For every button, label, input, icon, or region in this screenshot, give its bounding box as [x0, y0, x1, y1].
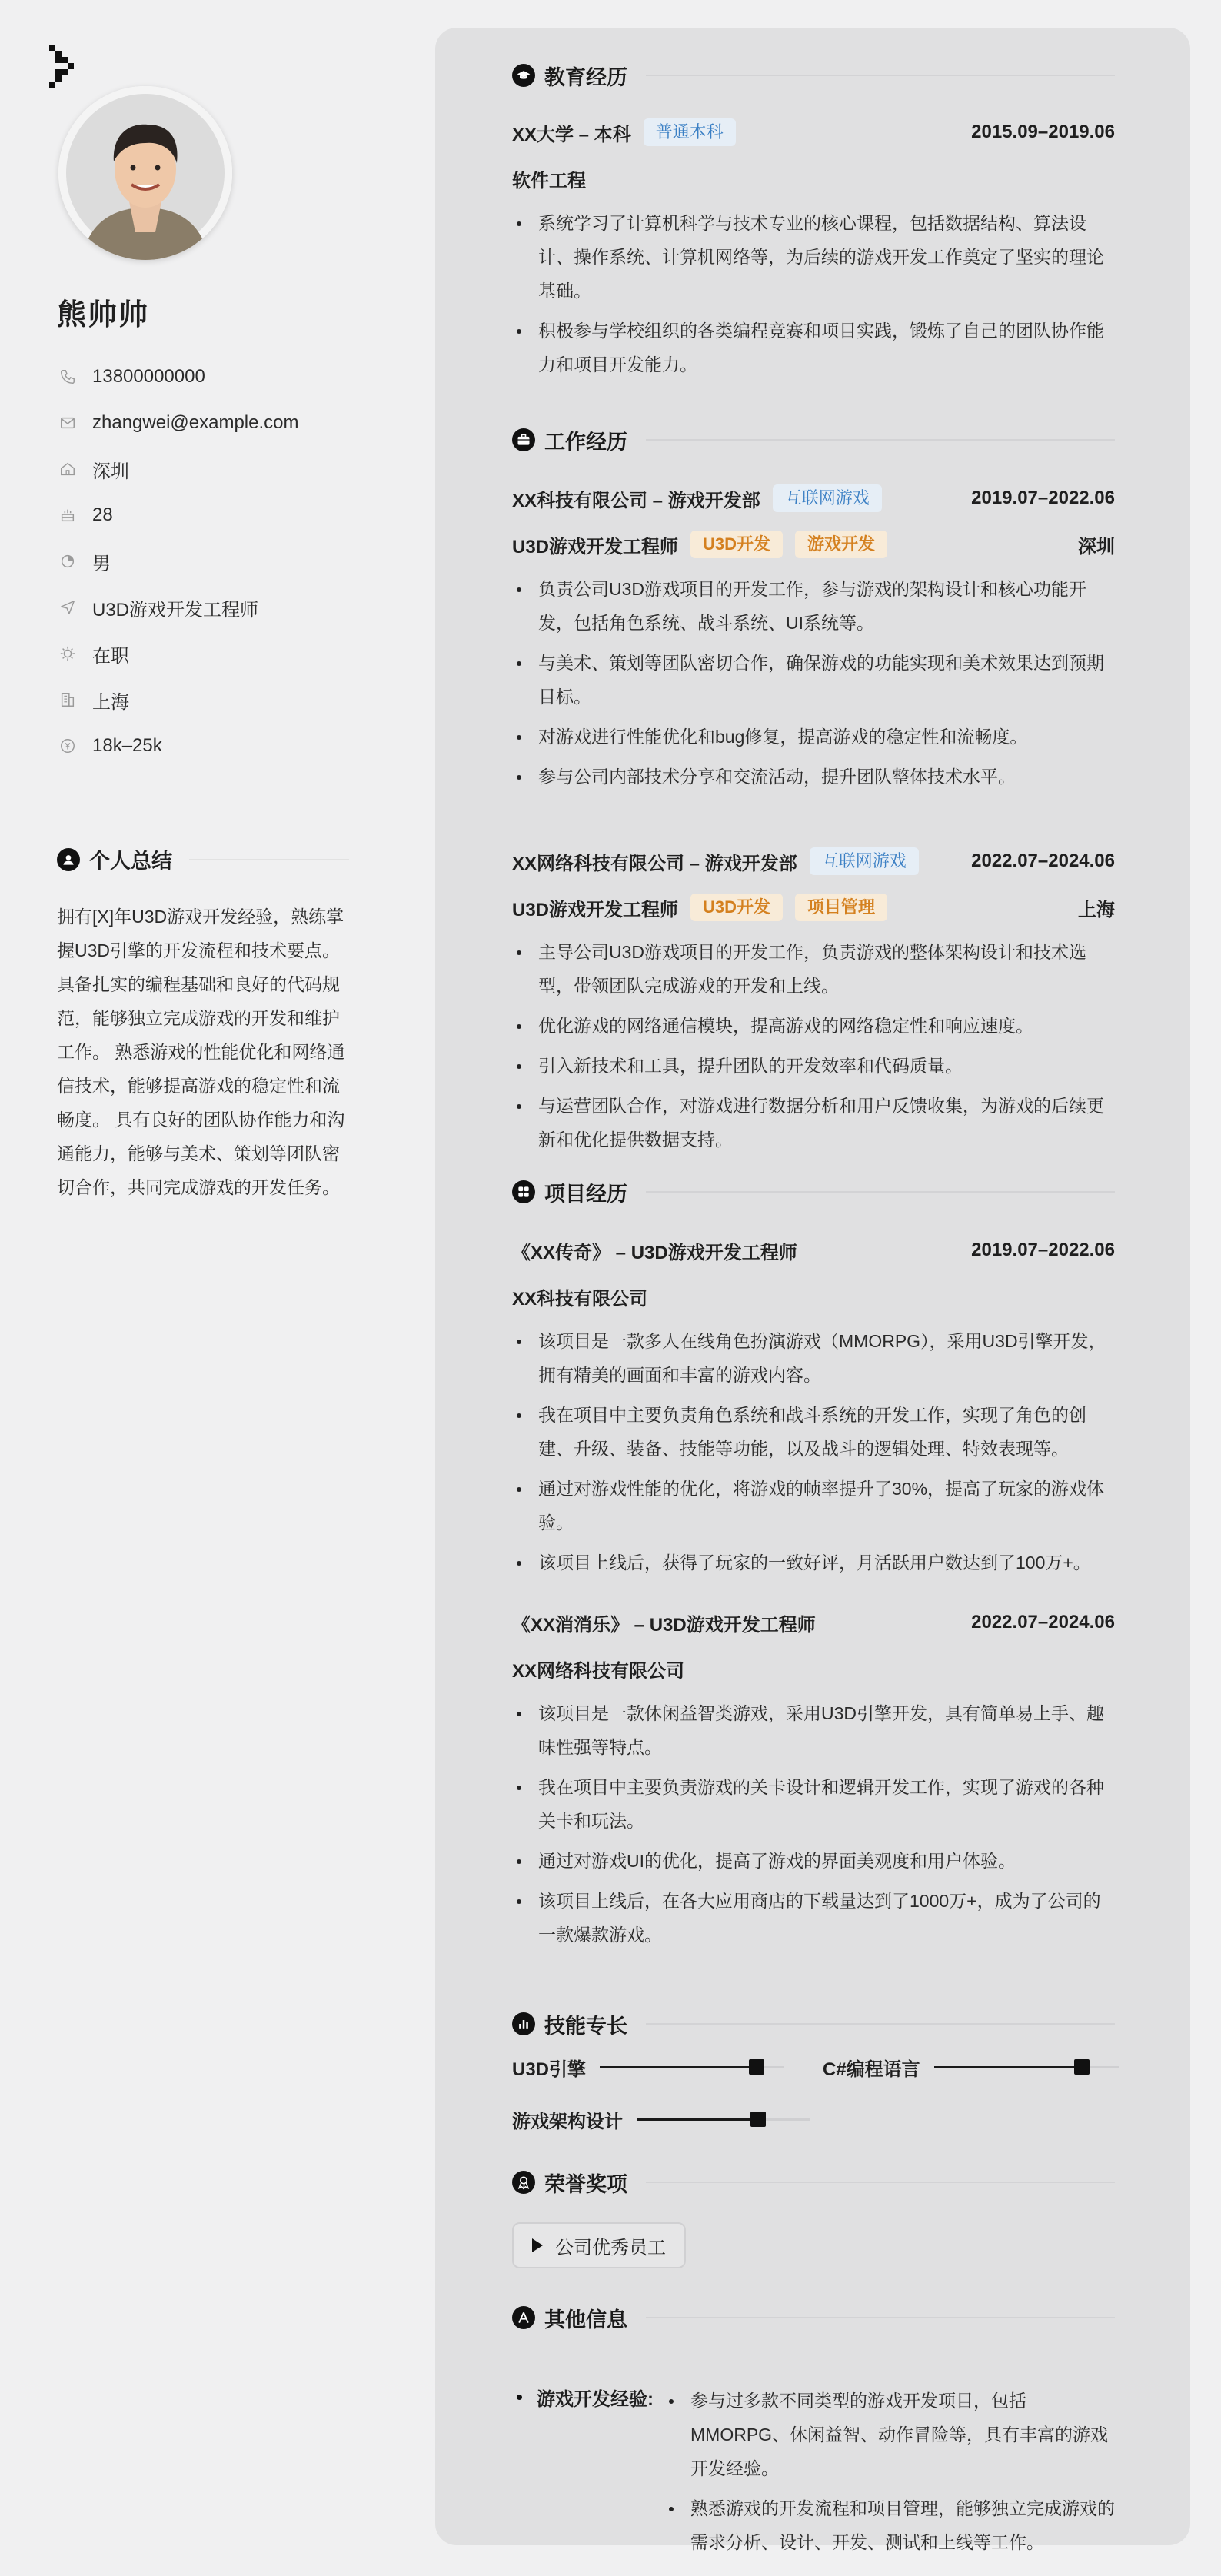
education-bullets: [512, 206, 1115, 381]
graduation-cap-icon: [512, 64, 535, 87]
other-divider: [646, 2317, 1115, 2318]
job-company: XX科技有限公司 – 游戏开发部: [512, 490, 760, 511]
job-company: XX网络科技有限公司 – 游戏开发部: [512, 853, 797, 874]
list-item: 参与过多款不同类型的游戏开发项目，包括MMORPG、休闲益智、动作冒险等，具有丰富的游戏开发经验。: [664, 2384, 1115, 2485]
info-position: [57, 584, 299, 631]
education-major-row: [512, 155, 1115, 201]
project-company: XX网络科技有限公司: [512, 1660, 685, 1682]
project-company-row: [512, 1273, 1115, 1320]
list-item: 通过对游戏性能的优化，将游戏的帧率提升了30%，提高了玩家的游戏体验。: [512, 1472, 1115, 1539]
education-header: [512, 60, 1115, 91]
grid-icon: [512, 1180, 535, 1203]
job-industry-tag: 互联网游戏: [773, 484, 882, 512]
projects-header: [512, 1177, 1115, 1207]
info-age-value: 28: [92, 504, 113, 525]
phone-icon: [57, 366, 78, 388]
info-city-value: 深圳: [92, 461, 129, 482]
list-item: 负责公司U3D游戏项目的开发工作，参与游戏的架构设计和核心功能开发，包括角色系统、战斗系统、UI系统等。: [512, 572, 1115, 640]
project-entry-2: [512, 1599, 1115, 1958]
skill-name: C#编程语言: [823, 2058, 920, 2080]
send-icon: [57, 597, 78, 618]
job-role-row: [512, 521, 1115, 567]
info-badge-icon: [512, 2306, 535, 2329]
award-label: 公司优秀员工: [555, 2237, 666, 2258]
info-location: [57, 677, 299, 723]
skill-name: U3D引擎: [512, 2058, 587, 2080]
list-item: 熟悉游戏的开发流程和项目管理，能够独立完成游戏的需求分析、设计、开发、测试和上线等工作。: [664, 2491, 1115, 2559]
avatar: [58, 86, 232, 260]
project-name-row: [512, 1227, 1115, 1273]
project-name: 《XX消消乐》 – U3D游戏开发工程师: [512, 1614, 816, 1636]
list-item: 参与公司内部技术分享和交流活动，提升团队整体技术水平。: [512, 760, 1115, 794]
list-item: 主导公司U3D游戏项目的开发工作，负责游戏的整体架构设计和技术选型，带领团队完成游戏的开发和上线。: [512, 935, 1115, 1003]
project-name: 《XX传奇》 – U3D游戏开发工程师: [512, 1242, 797, 1263]
job-skill-tag: U3D开发: [690, 531, 783, 558]
info-gender: [57, 538, 299, 584]
salary-icon: [57, 735, 78, 757]
education-divider: [646, 75, 1115, 76]
job-role-row: [512, 884, 1115, 930]
info-status-value: 在职: [92, 645, 129, 667]
project-bullets: [512, 1324, 1115, 1579]
job-bullets: [512, 572, 1115, 794]
job-skill-tag: 游戏开发: [795, 531, 887, 558]
info-status: [57, 631, 299, 677]
status-icon: [57, 643, 78, 664]
projects-title: 项目经历: [544, 1182, 627, 1206]
job-date: 2022.07–2024.06: [971, 850, 1115, 871]
skill-level-bar: [600, 2066, 784, 2068]
gender-icon: [57, 551, 78, 572]
info-position-value: U3D游戏开发工程师: [92, 599, 259, 621]
list-item: 与运营团队合作，对游戏进行数据分析和用户反馈收集，为游戏的后续更新和优化提供数据支持。: [512, 1089, 1115, 1157]
work-header: [512, 424, 1115, 455]
skill-level-rest: [1090, 2066, 1119, 2068]
contact-info-list: [57, 354, 299, 769]
skill-level-rest: [766, 2118, 810, 2121]
skill-item: [512, 2104, 810, 2135]
home-icon: [57, 458, 78, 480]
mail-icon: [57, 412, 78, 434]
info-age: [57, 492, 299, 538]
skill-level-bar: [934, 2066, 1119, 2068]
list-item: 与美术、策划等团队密切合作，确保游戏的功能实现和美术效果达到预期目标。: [512, 646, 1115, 714]
job-entry-2: [512, 838, 1115, 1163]
education-row: [512, 109, 1115, 155]
other-title: 其他信息: [544, 2308, 627, 2331]
list-item: 该项目是一款多人在线角色扮演游戏（MMORPG），采用U3D引擎开发，拥有精美的画面和丰富的游戏内容。: [512, 1324, 1115, 1392]
skill-item: [823, 2052, 1119, 2082]
project-date: 2022.07–2024.06: [971, 1612, 1115, 1632]
main-panel: [435, 28, 1190, 2552]
skill-item: [512, 2052, 784, 2082]
list-item: 对游戏进行性能优化和bug修复，提高游戏的稳定性和流畅度。: [512, 720, 1115, 754]
work-divider: [646, 439, 1115, 441]
other-bullets: [664, 2384, 1115, 2565]
list-item: 我在项目中主要负责角色系统和战斗系统的开发工作，实现了角色的创建、升级、装备、技能等功能，以及战斗的逻辑处理、特效表现等。: [512, 1398, 1115, 1466]
other-header: [512, 2302, 1115, 2333]
other-label: 游戏开发经验:: [512, 2384, 654, 2411]
info-salary-value: 18k–25k: [92, 735, 162, 756]
skill-level-rest: [764, 2066, 784, 2068]
project-company: XX科技有限公司: [512, 1288, 648, 1310]
play-triangle-icon: [532, 2238, 543, 2252]
job-company-row: [512, 475, 1115, 521]
info-email: [57, 400, 299, 446]
summary-divider: [189, 859, 349, 860]
skills-title: 技能专长: [544, 2014, 627, 2038]
list-item: 通过对游戏UI的优化，提高了游戏的界面美观度和用户体验。: [512, 1844, 1115, 1878]
job-date: 2019.07–2022.06: [971, 488, 1115, 508]
info-gender-value: 男: [92, 553, 111, 574]
avatar-portrait-icon: [58, 86, 232, 260]
projects-divider: [646, 1191, 1115, 1193]
job-industry-tag: 互联网游戏: [810, 847, 919, 875]
skills-divider: [646, 2023, 1115, 2025]
list-item: 优化游戏的网络通信模块，提高游戏的网络稳定性和响应速度。: [512, 1009, 1115, 1043]
education-school: XX大学 – 本科: [512, 124, 631, 145]
job-skill-tag: U3D开发: [690, 894, 783, 921]
skill-level-bar: [637, 2118, 810, 2121]
list-item: 我在项目中主要负责游戏的关卡设计和逻辑开发工作，实现了游戏的各种关卡和玩法。: [512, 1770, 1115, 1838]
bar-chart-icon: [512, 2012, 535, 2035]
info-phone: [57, 354, 299, 400]
list-item: 积极参与学校组织的各类编程竞赛和项目实践，锻炼了自己的团队协作能力和项目开发能力。: [512, 314, 1115, 381]
skill-name: 游戏架构设计: [512, 2111, 623, 2132]
list-item: 该项目是一款休闲益智类游戏，采用U3D引擎开发，具有简单易上手、趣味性强等特点。: [512, 1696, 1115, 1764]
job-role: U3D游戏开发工程师: [512, 899, 679, 920]
job-role: U3D游戏开发工程师: [512, 536, 679, 557]
skill-level-knob: [750, 2112, 766, 2127]
education-date: 2015.09–2019.06: [971, 121, 1115, 142]
job-entry-1: [512, 475, 1115, 800]
summary-header: [57, 844, 349, 874]
project-entry-1: [512, 1227, 1115, 1586]
work-title: 工作经历: [544, 430, 627, 454]
info-email-value: zhangwei@example.com: [92, 412, 299, 433]
list-item: 系统学习了计算机科学与技术专业的核心课程，包括数据结构、算法设计、操作系统、计算机网络等，为后续的游戏开发工作奠定了坚实的理论基础。: [512, 206, 1115, 308]
job-company-row: [512, 838, 1115, 884]
info-location-value: 上海: [92, 691, 129, 713]
chevron-logo-icon: [49, 45, 80, 91]
user-icon: [57, 848, 80, 871]
awards-divider: [646, 2182, 1115, 2183]
skill-level-knob: [749, 2059, 764, 2075]
education-tag: 普通本科: [644, 118, 736, 146]
job-skill-tag: 项目管理: [795, 894, 887, 921]
award-item: [512, 2222, 686, 2268]
education-major: 软件工程: [512, 170, 586, 191]
education-entry: [512, 109, 1115, 388]
sidebar: [0, 0, 415, 2576]
list-item: 该项目上线后，获得了玩家的一致好评，月活跃用户数达到了100万+。: [512, 1546, 1115, 1579]
building-icon: [57, 689, 78, 711]
info-city: [57, 446, 299, 492]
skill-level-knob: [1074, 2059, 1090, 2075]
project-date: 2019.07–2022.06: [971, 1240, 1115, 1260]
info-phone-value: 13800000000: [92, 366, 205, 387]
project-bullets: [512, 1696, 1115, 1952]
awards-header: [512, 2167, 1115, 2198]
summary-text: 拥有[X]年U3D游戏开发经验，熟练掌握U3D引擎的开发流程和技术要点。 具备扎实的编程基础和良好的代码规范，能够独立完成游戏的开发和维护工作。 熟悉游戏的性能优化和网络通信技术，能够提高游戏的稳定性和流畅度。 具有良好的团队协作能力和沟通能力，能够与美术、策划等团队密切合作，共同完成游戏的开发任务。: [57, 907, 345, 1197]
project-name-row: [512, 1599, 1115, 1646]
awards-title: 荣誉奖项: [544, 2172, 627, 2196]
list-item: 引入新技术和工具，提升团队的开发效率和代码质量。: [512, 1049, 1115, 1083]
list-item: 该项目上线后，在各大应用商店的下载量达到了1000万+，成为了公司的一款爆款游戏。: [512, 1884, 1115, 1952]
info-salary: [57, 723, 299, 769]
education-title: 教育经历: [544, 65, 627, 89]
project-company-row: [512, 1646, 1115, 1692]
job-city: 上海: [1078, 899, 1115, 920]
job-city: 深圳: [1078, 536, 1115, 557]
age-icon: [57, 504, 78, 526]
job-bullets: [512, 935, 1115, 1157]
briefcase-icon: [512, 428, 535, 451]
skills-header: [512, 2009, 1115, 2039]
profile-name: 熊帅帅: [57, 299, 150, 331]
award-medal-icon: [512, 2171, 535, 2194]
summary-title: 个人总结: [89, 850, 172, 873]
